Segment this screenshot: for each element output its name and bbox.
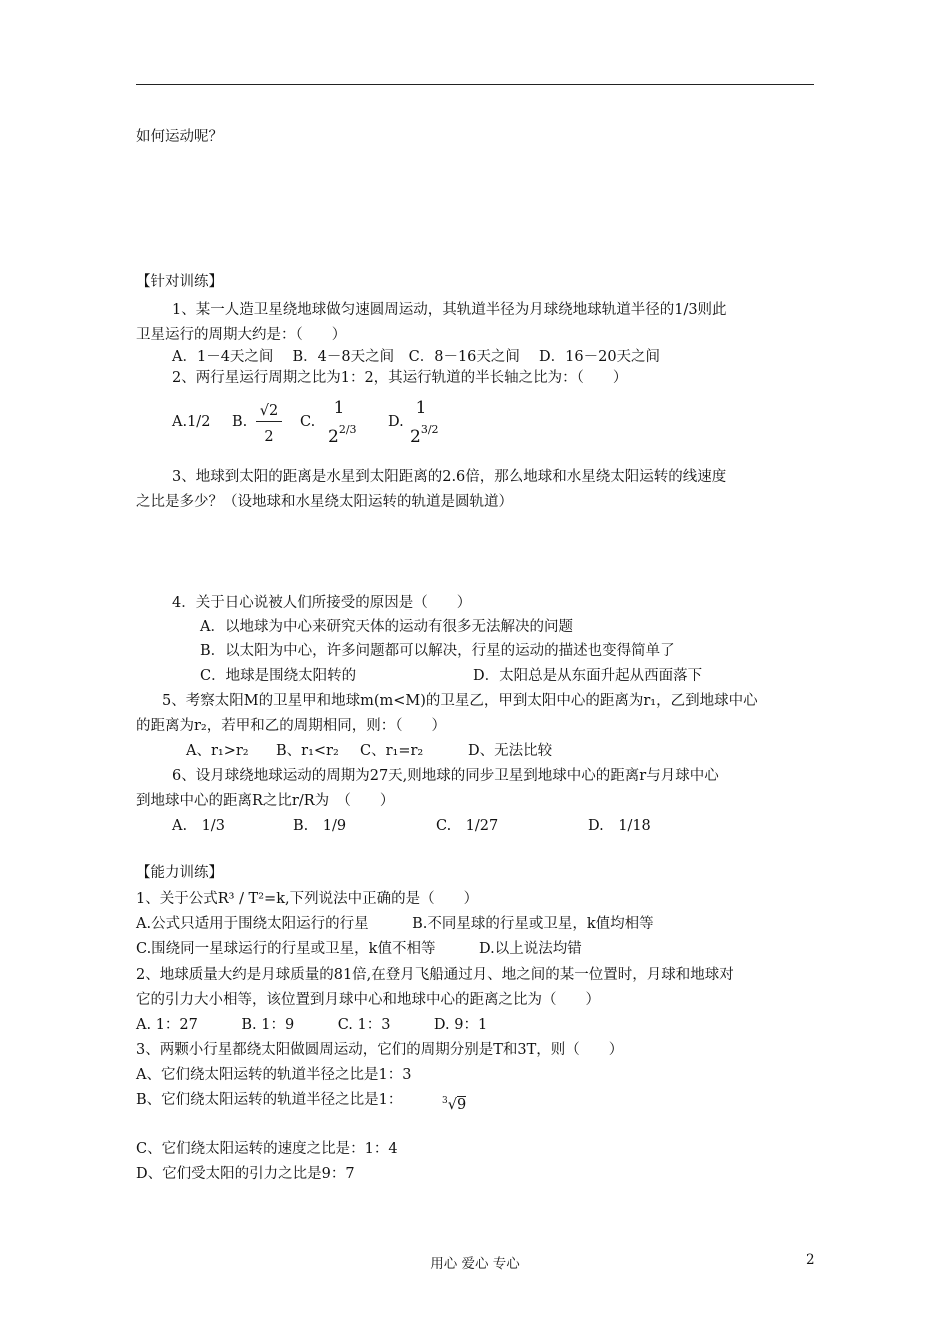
q2-option-a: A.1/2 (172, 414, 211, 430)
q5-option-c: C、r₁=r₂ (360, 743, 424, 759)
q2-option-c-den-exp: 2/3 (338, 423, 357, 436)
ability-q2-options: A. 1：27 B. 1：9 C. 1：3 D. 9：1 (136, 1017, 488, 1033)
q2-option-c-label: C. (300, 414, 316, 430)
q2-option-c-numerator: 1 (333, 398, 345, 418)
ability-q1-stem: 1、关于公式R³ / T²=k,下列说法中正确的是（ ） (136, 891, 479, 907)
q2-option-d-fraction (406, 398, 439, 447)
ability-q3-option-b-root (442, 1098, 466, 1113)
q2-option-b-fraction (256, 404, 282, 444)
q6-line2: 到地球中心的距离R之比r/R为 （ ） (136, 793, 395, 809)
q5-line1: 5、考察太阳M的卫星甲和地球m(m<M)的卫星乙，甲到太阳中心的距离为r₁，乙到地球中心 (162, 693, 758, 709)
section-heading-targeted: 【针对训练】 (136, 274, 223, 290)
footer-motto: 用心 爱心 专心 (430, 1256, 520, 1272)
ability-q1-options-ab: A.公式只适用于围绕太阳运行的行星 B.不同星球的行星或卫星，k值均相等 (136, 916, 654, 932)
q2-option-c-fraction (324, 398, 357, 447)
q5-option-d: D、无法比较 (468, 743, 553, 759)
ability-q2-line2: 它的引力大小相等，该位置到月球中心和地球中心的距离之比为（ ） (136, 992, 600, 1008)
q3-line1: 3、地球到太阳的距离是水星到太阳距离的2.6倍，那么地球和水星绕太阳运转的线速度 (172, 469, 727, 485)
q2-option-d-label: D. (388, 414, 404, 430)
root-index: 3 (442, 1096, 448, 1106)
q2-option-d-numerator: 1 (415, 398, 427, 418)
intro-text: 如何运动呢？ (136, 129, 223, 145)
q1-options: A．1－4天之间 B．4－8天之间 C．8－16天之间 D．16－20天之间 (172, 349, 661, 365)
q2-option-c-den-base: 2 (328, 427, 339, 447)
q4-option-a: A．以地球为中心来研究天体的运动有很多无法解决的问题 (200, 619, 573, 635)
ability-q3-option-b: B、它们绕太阳运转的轨道半径之比是1： (136, 1092, 403, 1108)
ability-q1-options-cd: C.围绕同一星球运行的行星或卫星，k值不相等 D.以上说法均错 (136, 941, 582, 957)
q4-option-b: B．以太阳为中心，许多问题都可以解决，行星的运动的描述也变得简单了 (200, 643, 675, 659)
q1-line1: 1、某一人造卫星绕地球做匀速圆周运动，其轨道半径为月球绕地球轨道半径的1/3则此 (172, 302, 727, 318)
q4-option-d: D．太阳总是从东面升起从西面落下 (473, 668, 703, 684)
q6-option-c: C. 1/27 (436, 818, 499, 834)
page-number: 2 (806, 1252, 815, 1268)
ability-q3-option-a: A、它们绕太阳运转的轨道半径之比是1：3 (136, 1067, 412, 1083)
header-rule (136, 84, 814, 85)
q6-option-b: B. 1/9 (293, 818, 347, 834)
q6-option-d: D. 1/18 (588, 818, 651, 834)
q3-line2: 之比是多少？（设地球和水星绕太阳运转的轨道是圆轨道） (136, 494, 513, 510)
q6-line1: 6、设月球绕地球运动的周期为27天,则地球的同步卫星到地球中心的距离r与月球中心 (172, 768, 719, 784)
ability-q2-line1: 2、地球质量大约是月球质量的81倍,在登月飞船通过月、地之间的某一位置时，月球和地球对 (136, 967, 734, 983)
q2-stem: 2、两行星运行周期之比为1：2，其运行轨道的半长轴之比为：（ ） (172, 370, 628, 386)
q1-line2: 卫星运行的周期大约是：（ ） (136, 327, 347, 343)
q2-option-b-denominator: 2 (264, 428, 274, 445)
q2-option-d-den-base: 2 (410, 427, 421, 447)
q2-option-d-den-exp: 3/2 (420, 423, 439, 436)
ability-q3-stem: 3、两颗小行星都绕太阳做圆周运动，它们的周期分别是T和3T，则（ ） (136, 1042, 624, 1058)
q2-option-b-label: B. (232, 414, 248, 430)
ability-q3-option-d: D、它们受太阳的引力之比是9：7 (136, 1166, 355, 1182)
q5-line2: 的距离为r₂，若甲和乙的周期相同，则：（ ） (136, 718, 446, 734)
radical-sign-icon: √ (447, 1097, 457, 1113)
q6-option-a: A. 1/3 (172, 818, 225, 834)
q4-option-c: C．地球是围绕太阳转的 (200, 668, 357, 684)
q5-option-b: B、r₁<r₂ (276, 743, 339, 759)
q5-option-a: A、r₁>r₂ (186, 743, 249, 759)
q2-option-b-numerator: √2 (256, 404, 282, 422)
ability-q3-option-c: C、它们绕太阳运转的速度之比是：1：4 (136, 1141, 398, 1157)
root-radicand: 9 (456, 1097, 467, 1113)
q4-stem: 4．关于日心说被人们所接受的原因是（ ） (172, 595, 472, 611)
section-heading-ability: 【能力训练】 (136, 865, 223, 881)
